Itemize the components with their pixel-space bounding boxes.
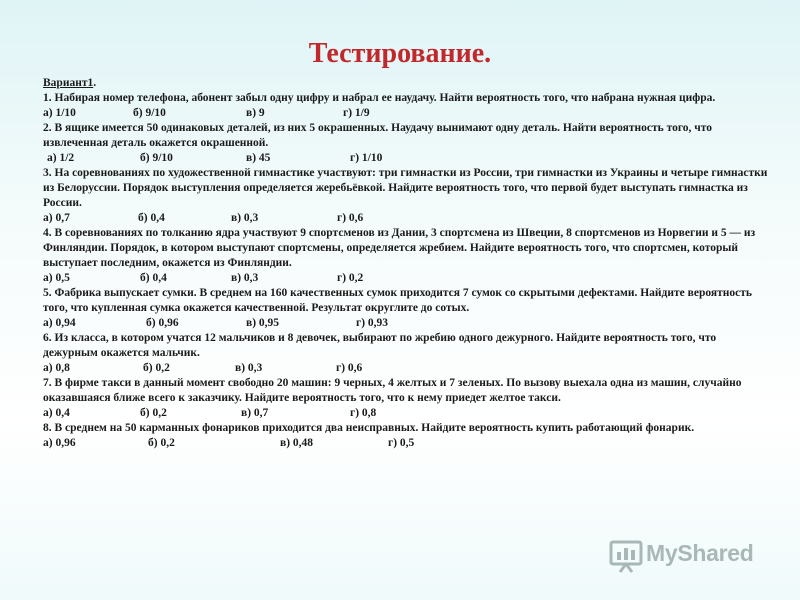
answer-a: а) 0,5 (43, 272, 70, 284)
answers-4 (43, 271, 771, 286)
answer-c: в) 45 (246, 152, 271, 164)
answer-a: а) 0,7 (43, 212, 70, 224)
answer-d: г) 0,93 (356, 317, 389, 329)
answer-b: б) 0,4 (140, 272, 167, 284)
answer-c: в) 0,3 (231, 272, 259, 284)
question-7: 7. В фирме такси в данный момент свободно 20 машин: 9 черных, 4 желтых и 7 зеленых. По вызову выехала одна из машин, случайно оказавшаяся ближе всего к заказчику. Найдите вероятность того, что к нему приедет желтое такси. (43, 377, 742, 404)
answers-8 (43, 436, 771, 451)
answers-2 (43, 151, 771, 166)
answer-a: а) 0,8 (43, 362, 70, 374)
answer-c: в) 0,48 (280, 437, 314, 449)
answer-c: в) 9 (246, 107, 265, 119)
answers-6 (43, 361, 771, 376)
watermark-logo (606, 536, 766, 576)
variant-label: Вариант1 (43, 77, 94, 89)
answer-a: а) 1/10 (43, 107, 76, 119)
answer-d: г) 1/10 (350, 152, 383, 164)
answer-c: в) 0,3 (235, 362, 263, 374)
variant-heading (43, 76, 771, 91)
test-content (43, 76, 771, 451)
answer-a: а) 1/2 (47, 152, 75, 164)
answer-d: г) 0,8 (350, 407, 377, 419)
answer-d: г) 0,6 (336, 362, 363, 374)
answer-c: в) 0,95 (246, 317, 280, 329)
answer-a: а) 0,96 (43, 437, 76, 449)
answer-a: а) 0,94 (43, 317, 76, 329)
watermark-text: MyShared (646, 540, 754, 566)
answer-c: в) 0,7 (241, 407, 269, 419)
answer-b: б) 0,2 (143, 362, 170, 374)
variant-dot: . (93, 77, 97, 89)
question-6: 6. Из класса, в котором учатся 12 мальчиков и 8 девочек, выбирают по жребию одного дежурного. Найдите вероятность того, что дежурным окажется мальчик. (43, 332, 717, 359)
question-5: 5. Фабрика выпускает сумки. В среднем на 160 качественных сумок приходится 7 сумок со скрытыми дефектами. Найдите вероятность того, что купленная сумка окажется качественной. Результат округлите до сотых. (43, 287, 752, 314)
question-1: 1. Набирая номер телефона, абонент забыл одну цифру и набрал ее наудачу. Найти вероятность того, что набрана нужная цифра. (43, 92, 716, 104)
answer-d: г) 0,6 (337, 212, 364, 224)
answer-d: г) 0,2 (337, 272, 364, 284)
answer-c: в) 0,3 (231, 212, 259, 224)
answer-b: б) 0,4 (138, 212, 165, 224)
question-4: 4. В соревнованиях по толканию ядра участвуют 9 спортсменов из Дании, 3 спортсмена из Швеции, 8 спортсменов из Норвегии и 5 — из Финляндии. Порядок, в котором выступают спортсмены, определяется жребием. Найдите вероятность того, что спортсмен, который выступает последним, окажется из Финляндии. (43, 227, 756, 269)
answer-d: г) 0,5 (388, 437, 415, 449)
answer-b: б) 0,2 (148, 437, 175, 449)
answers-3 (43, 211, 771, 226)
page-title: Тестирование. (308, 38, 492, 69)
answers-1 (43, 106, 771, 121)
answers-5 (43, 316, 771, 331)
answer-b: б) 9/10 (140, 152, 173, 164)
presentation-board-icon (608, 538, 644, 574)
question-8: 8. В среднем на 50 карманных фонариков приходится два неисправных. Найдите вероятность купить работающий фонарик. (43, 422, 695, 434)
question-3: 3. На соревнованиях по художественной гимнастике участвуют: три гимнастки из России, три гимнастки из Украины и четыре гимнастки из Белоруссии. Порядок выступления определяется жеребьёвкой. Найдите вероятность того, что первой будет выступать гимнастка из России. (43, 167, 768, 209)
answer-b: б) 0,2 (140, 407, 167, 419)
answer-b: б) 0,96 (146, 317, 179, 329)
answer-a: а) 0,4 (43, 407, 70, 419)
answers-7 (43, 406, 771, 421)
answer-b: б) 9/10 (133, 107, 166, 119)
answer-d: г) 1/9 (343, 107, 370, 119)
question-2: 2. В ящике имеется 50 одинаковых деталей, из них 5 окрашенных. Наудачу вынимают одну деталь. Найти вероятность того, что извлеченная деталь окажется окрашенной. (43, 122, 713, 149)
